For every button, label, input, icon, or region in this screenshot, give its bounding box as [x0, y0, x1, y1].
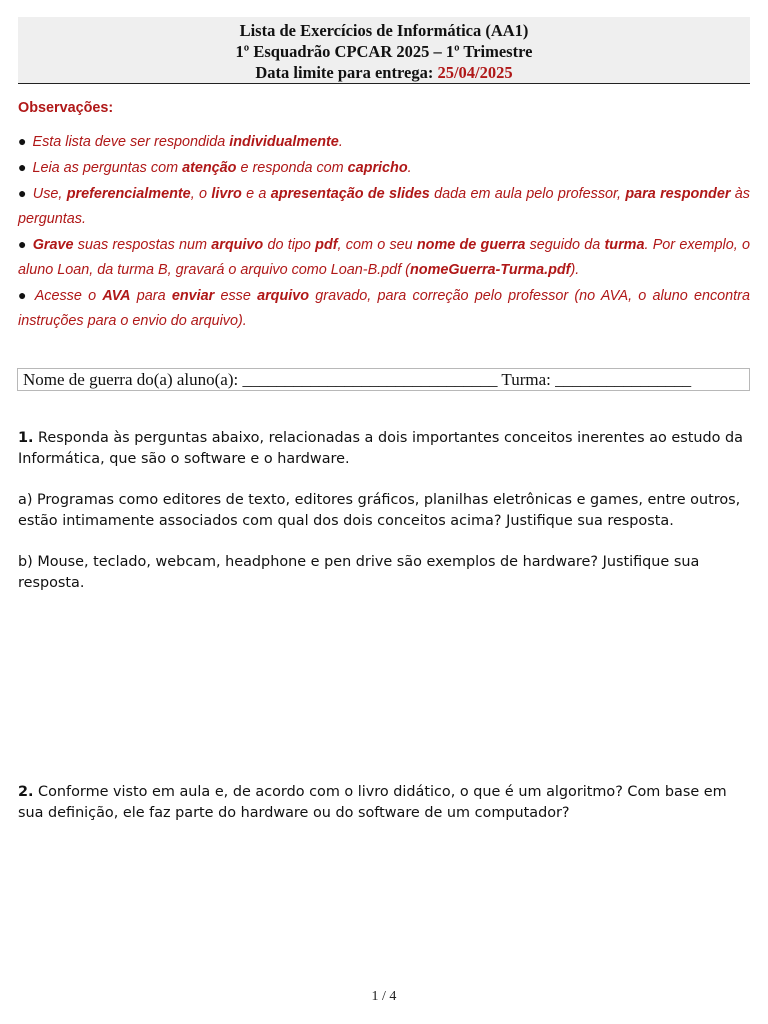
observation-text: gravado, para correção pelo professor (no AVA, o aluno encontra instruções para o envio do arquivo). [18, 288, 750, 329]
observations-section [18, 96, 750, 334]
observation-text: para [130, 288, 172, 304]
observation-item [18, 155, 750, 181]
question-1 [18, 428, 750, 594]
observation-text: livro [211, 186, 242, 202]
observation-text: AVA [102, 288, 131, 304]
observation-text: Leia as perguntas com [32, 160, 183, 176]
observation-item [18, 181, 750, 232]
observation-text: pdf [315, 237, 338, 253]
observations-title: Observações: [18, 100, 114, 116]
observation-text: apresentação de slides [270, 186, 430, 202]
observation-text: suas respostas num [73, 237, 212, 253]
question-1b: b) Mouse, teclado, webcam, headphone e pen drive são exemplos de hardware? Justifique sua resposta. [18, 554, 700, 591]
page-number: 1 / 4 [371, 989, 397, 1004]
question-2-text: Conforme visto em aula e, de acordo com o livro didático, o que é um algoritmo? Com base em sua definição, ele faz parte do hardware ou do software de um computador? [18, 784, 727, 821]
question-1-text: Responda às perguntas abaixo, relacionadas a dois importantes conceitos inerentes ao estudo da Informática, que são o software e o hardware. [18, 430, 743, 467]
observation-text: nomeGuerra-Turma.pdf [409, 262, 571, 278]
observation-text: preferencialmente [66, 186, 191, 202]
student-name-field[interactable]: Nome de guerra do(a) aluno(a): ______________________________ Turma: ________________ [17, 368, 750, 391]
question-2-statement [18, 782, 750, 824]
question-1-statement [18, 428, 750, 470]
bullet-icon: ● [18, 159, 27, 175]
observation-text: enviar [171, 288, 215, 304]
observation-text: seguido da [525, 237, 605, 253]
observation-text: e a [241, 186, 271, 202]
bullet-icon: ● [18, 236, 27, 252]
observation-text: Use, [32, 186, 67, 202]
question-2-number: 2. [18, 784, 34, 800]
header-deadline [18, 62, 750, 83]
observations-list [18, 129, 750, 334]
observation-text: Acesse o [34, 288, 103, 304]
observation-text: nome de guerra [416, 237, 526, 253]
bullet-icon: ● [18, 287, 29, 303]
bullet-icon: ● [18, 133, 27, 149]
observation-text: . Por exemplo, o aluno Loan, da turma B, gravará o arquivo como Loan-B.pdf ( [18, 237, 750, 278]
observation-item [18, 129, 750, 155]
observation-text: Grave [32, 237, 74, 253]
observation-text: e responda com [236, 160, 348, 176]
observation-text: capricho [347, 160, 408, 176]
question-2 [18, 782, 750, 824]
observation-item [18, 232, 750, 283]
observation-text: . [338, 134, 343, 150]
document-header [18, 17, 750, 84]
header-title: Lista de Exercícios de Informática (AA1) [239, 21, 529, 40]
observation-text: , o [190, 186, 212, 202]
question-1a: a) Programas como editores de texto, editores gráficos, planilhas eletrônicas e games, entre outros, estão intimamente associados com qual dos dois conceitos acima? Justifique sua resposta. [18, 492, 741, 529]
observation-text: ). [570, 262, 580, 278]
bullet-icon: ● [18, 185, 27, 201]
deadline-label: Data limite para entrega: [255, 63, 438, 82]
observation-text: dada em aula pelo professor, [429, 186, 626, 202]
observation-text: . [407, 160, 412, 176]
observation-item [18, 283, 750, 334]
observation-text: turma [604, 237, 645, 253]
observation-text: às perguntas. [18, 186, 750, 227]
deadline-date: 25/04/2025 [437, 63, 513, 82]
observation-text: do tipo [263, 237, 316, 253]
observation-text: atenção [182, 160, 237, 176]
observation-text: arquivo [211, 237, 264, 253]
observation-text: esse [214, 288, 258, 304]
observation-text: para responder [625, 186, 731, 202]
question-1-number: 1. [18, 430, 34, 446]
header-class-term: 1º Esquadrão CPCAR 2025 – 1º Trimestre [235, 42, 533, 61]
observation-text: individualmente [229, 134, 339, 150]
observation-text: , com o seu [337, 237, 417, 253]
observation-text: arquivo [257, 288, 310, 304]
observation-text: Esta lista deve ser respondida [32, 134, 230, 150]
